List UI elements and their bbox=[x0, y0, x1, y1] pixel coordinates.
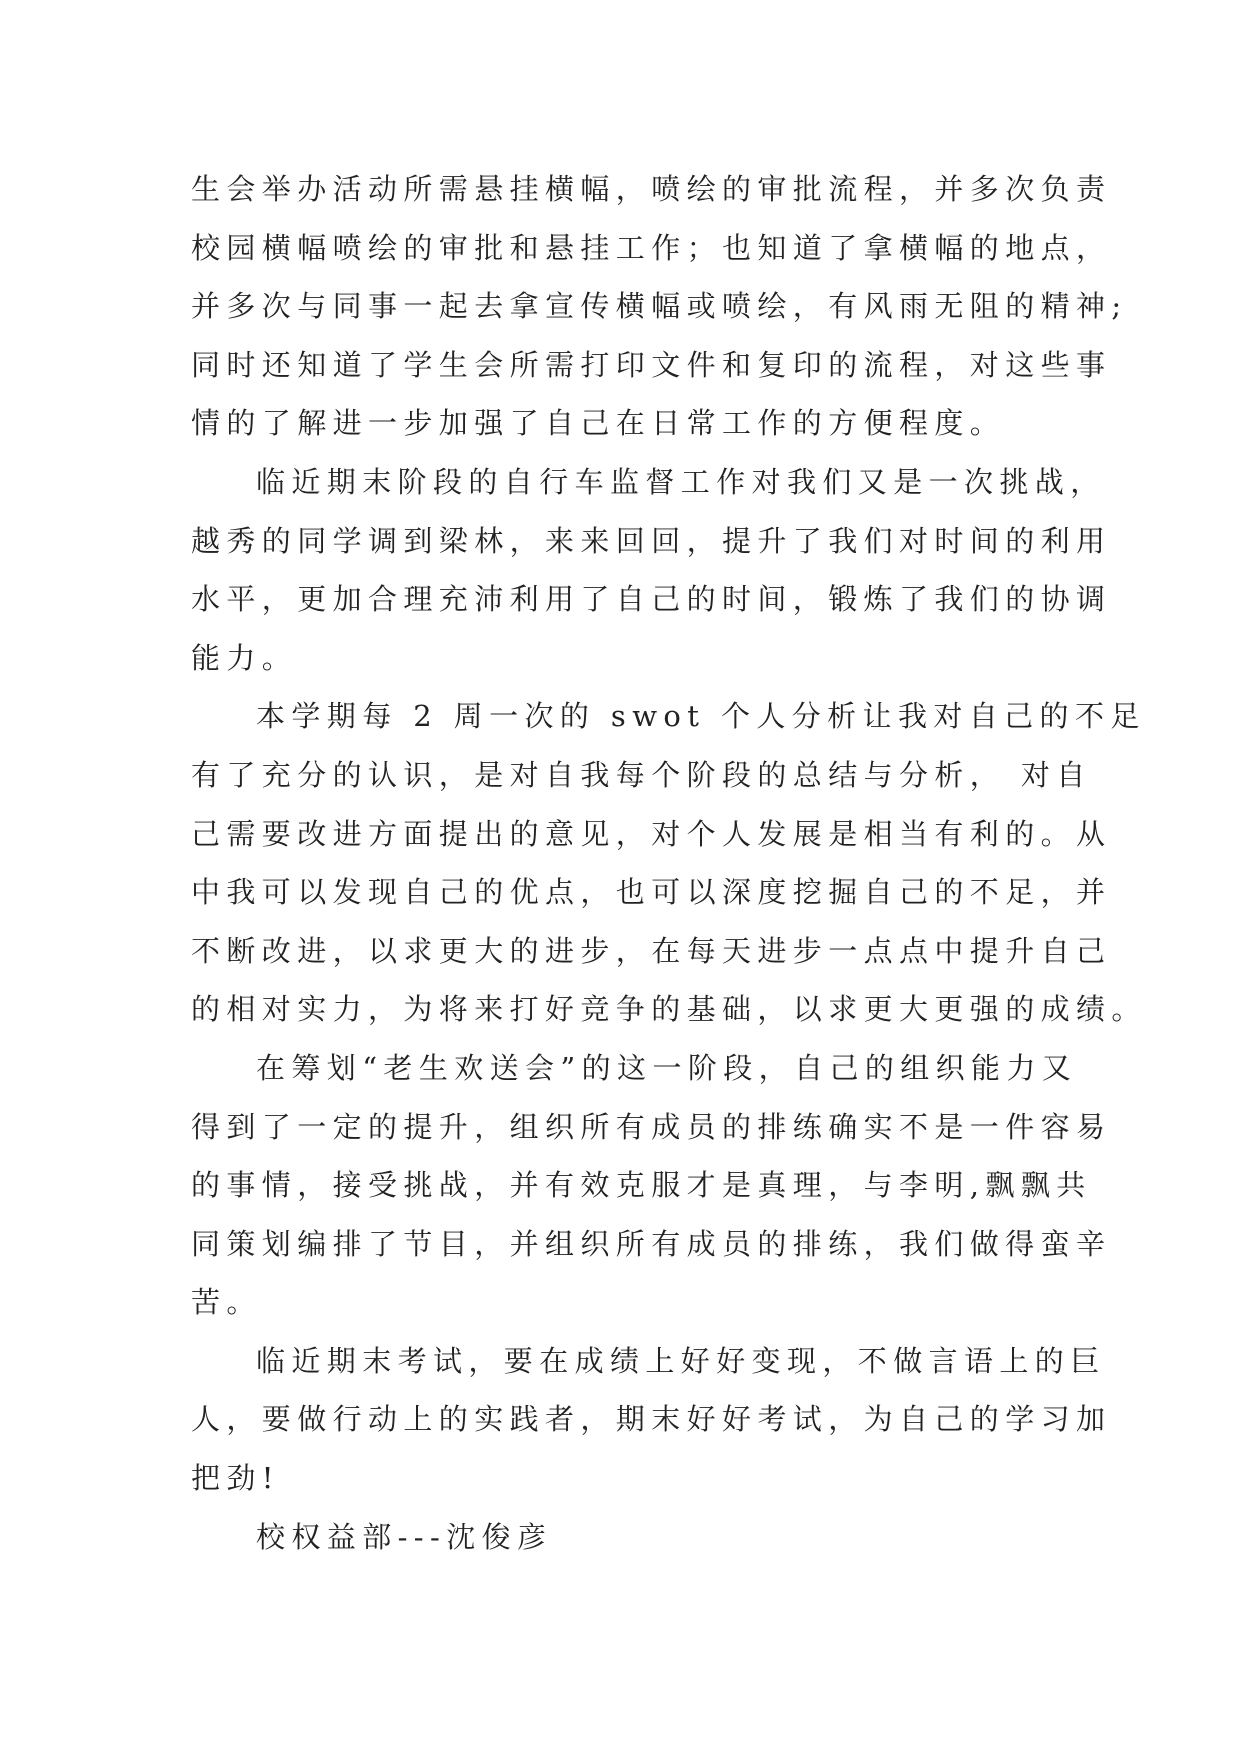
text-line: 越秀的同学调到梁林，来来回回，提升了我们对时间的利用 bbox=[191, 523, 1112, 558]
text-line: 有了充分的认识，是对自我每个阶段的总结与分析， 对自 bbox=[191, 757, 1092, 792]
paragraph-3 bbox=[191, 687, 1147, 1039]
paragraph-1 bbox=[191, 160, 1128, 453]
text-line: 同策划编排了节目，并组织所有成员的排练，我们做得蛮辛 bbox=[191, 1226, 1112, 1261]
paragraph-4 bbox=[191, 1039, 1112, 1332]
text-line: 临近期末考试，要在成绩上好好变现，不做言语上的巨 bbox=[256, 1343, 1106, 1378]
text-line: 生会举办活动所需悬挂横幅，喷绘的审批流程，并多次负责 bbox=[191, 172, 1112, 206]
paragraph-5 bbox=[191, 1332, 1112, 1508]
text-line: 同时还知道了学生会所需打印文件和复印的流程，对这些事 bbox=[191, 347, 1112, 382]
text-line: 本学期每 2 周一次的 swot 个人分析让我对自己的不足 bbox=[256, 699, 1146, 734]
text-line: 己需要改进方面提出的意见，对个人发展是相当有利的。从 bbox=[191, 816, 1112, 851]
text-line: 苦。 bbox=[191, 1285, 262, 1320]
text-line: 情的了解进一步加强了自己在日常工作的方便程度。 bbox=[191, 406, 1006, 441]
text-line: 的事情，接受挑战，并有效克服才是真理，与李明,飘飘共 bbox=[191, 1168, 1092, 1203]
text-line: 的相对实力，为将来打好竞争的基础，以求更大更强的成绩。 bbox=[191, 992, 1147, 1027]
signature-line bbox=[191, 1508, 1071, 1567]
document-body bbox=[191, 160, 1147, 1566]
text-line: 人，要做行动上的实践者，期末好好考试，为自己的学习加 bbox=[191, 1402, 1112, 1437]
text-line: 得到了一定的提升，组织所有成员的排练确实不是一件容易 bbox=[191, 1109, 1112, 1144]
text-line: 把劲! bbox=[191, 1461, 280, 1496]
text-line: 中我可以发现自己的优点，也可以深度挖掘自己的不足，并 bbox=[191, 875, 1112, 910]
text-line: 临近期末阶段的自行车监督工作对我们又是一次挑战， bbox=[256, 464, 1106, 499]
text-line: 在筹划“老生欢送会”的这一阶段，自己的组织能力又 bbox=[256, 1050, 1078, 1085]
text-line: 能力。 bbox=[191, 640, 298, 675]
text-line: 水平，更加合理充沛利用了自己的时间，锻炼了我们的协调 bbox=[191, 582, 1112, 617]
author-signature: 校权益部---沈俊彦 bbox=[256, 1519, 553, 1554]
text-line: 并多次与同事一起去拿宣传横幅或喷绘，有风雨无阻的精神; bbox=[191, 289, 1128, 324]
text-line: 不断改进，以求更大的进步，在每天进步一点点中提升自己 bbox=[191, 933, 1112, 968]
text-line: 校园横幅喷绘的审批和悬挂工作；也知道了拿横幅的地点， bbox=[191, 230, 1112, 265]
paragraph-2 bbox=[191, 453, 1112, 687]
